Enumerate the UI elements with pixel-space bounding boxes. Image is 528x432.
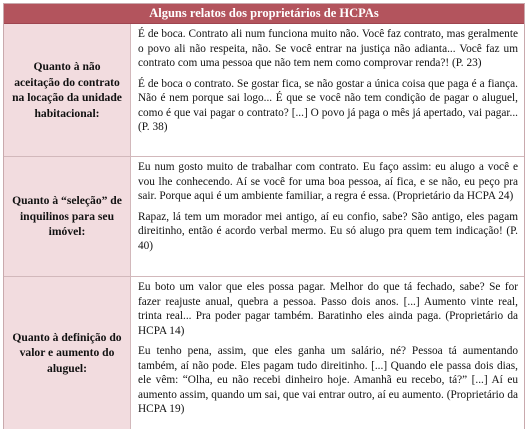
table-row-rent-value	[4, 277, 524, 429]
quote-paragraph: Eu tenho pena, assim, que eles ganha um salário, né? Pessoa tá aumentando também, aí não pode. Eles pagam tudo direitinho. [...] Quando ele passa dois dias, ele vêm: “Olha, eu não recebi dinheiro hoje. Amanhã eu recebo, tá?” [...] Aí eu aumento assim, quando um sai, que vai entrar outro, aí eu aumento. (Proprietário da HCPA 19)	[138, 345, 518, 415]
row-label: Quanto à não aceitação do contrato na locação da unidade habitacional:	[4, 24, 131, 156]
quote-paragraph: É de boca o contrato. Se gostar fica, se não gostar a única coisa que paga é a fiança. Não é nem porque sai logo... É que se você não tem condição de pagar o aluguel, como é que vai pagar o contrato? [...] O povo já paga o mês já apertado, vai pagar... (P. 38)	[138, 77, 518, 133]
row-quotes	[131, 277, 524, 429]
row-label: Quanto à definição do valor e aumento do aluguel:	[4, 277, 131, 429]
row-quotes	[131, 24, 524, 156]
quote-paragraph: Rapaz, lá tem um morador mei antigo, aí eu confio, sabe? São antigo, eles pagam direitinho, então é acordo verbal mermo. Eu só alugo pra quem tem indicação! (P. 40)	[138, 210, 518, 252]
row-label: Quanto à “seleção” de inquilinos para seu imóvel:	[4, 157, 131, 276]
quote-paragraph: É de boca. Contrato ali num funciona muito não. Você faz contrato, mas geralmente o povo ali não respeita, não. Se você entrar na justiça não adianta... Você faz um contrato com uma pessoa que não tem nem como comprovar renda?! (P. 23)	[138, 28, 518, 69]
testimonies-table	[3, 3, 525, 429]
quote-paragraph: Eu num gosto muito de trabalhar com contrato. Eu faço assim: eu alugo a você e vou lhe conhecendo. Aí se você for uma boa pessoa, aí fica, e se não, eu peço pra sair. Porque aqui é um ambiente familiar, a regra é essa. (Proprietário da HCPA 24)	[138, 161, 518, 202]
quote-paragraph: Eu boto um valor que eles possa pagar. Melhor do que tá fechado, sabe? Se for fazer reajuste anual, quebra a pessoa. Passo dois anos. [...] Aumento vinte real, trinta real... Pra poder pagar também. Baratinho eles ainda paga. (Proprietário da HCPA 14)	[138, 281, 518, 337]
table-row-contract-refusal	[4, 24, 524, 157]
table-title: Alguns relatos dos proprietários de HCPAs	[4, 4, 524, 24]
row-quotes	[131, 157, 524, 276]
table-row-tenant-selection	[4, 157, 524, 277]
